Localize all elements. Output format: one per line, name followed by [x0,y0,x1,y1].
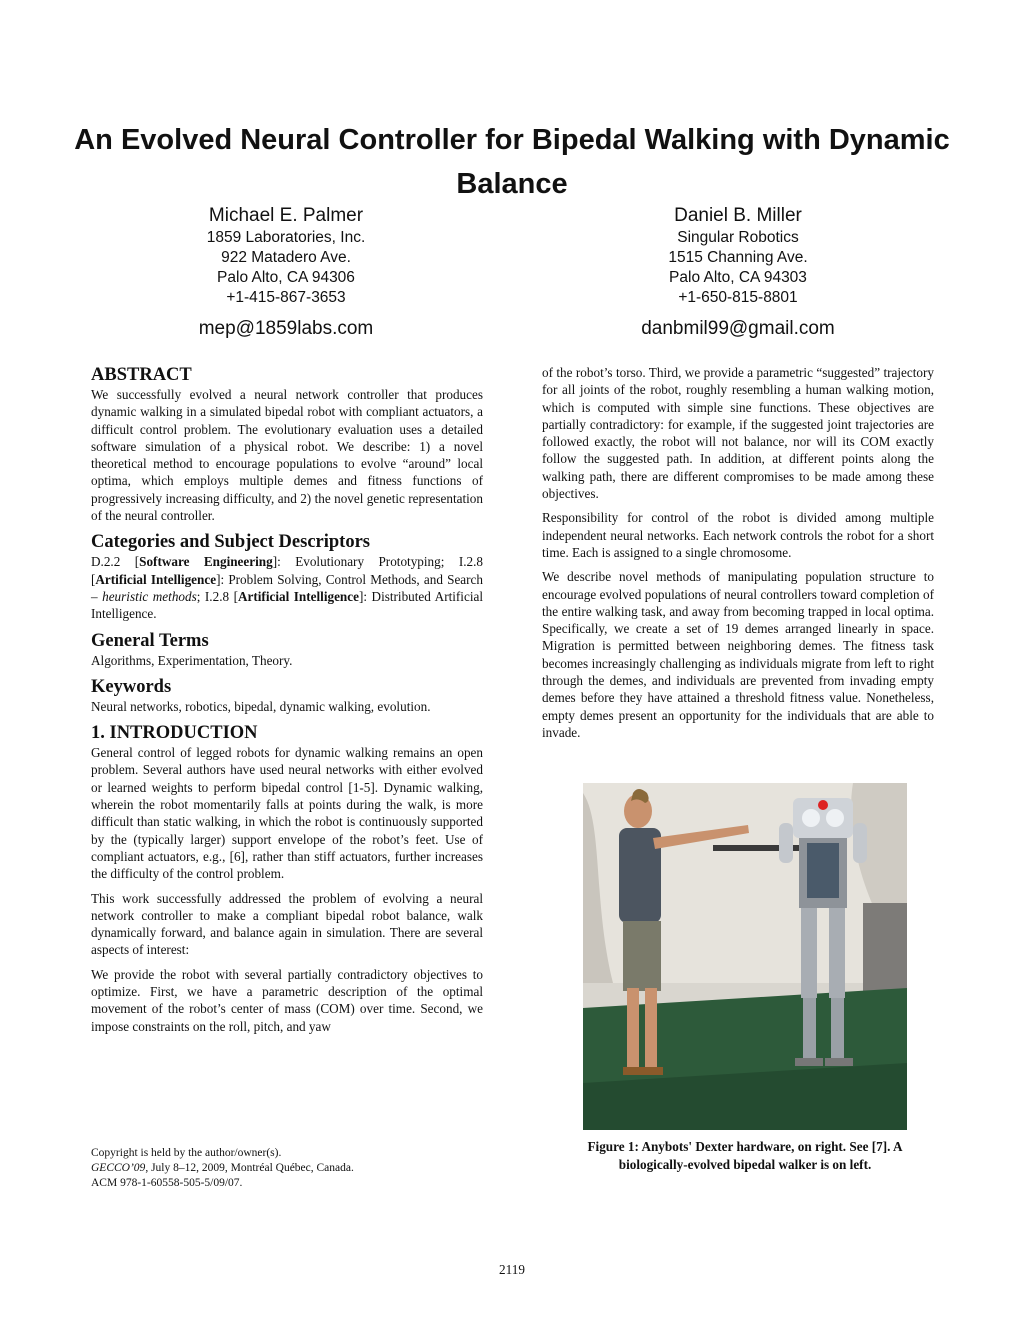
page-number: 2119 [499,1262,525,1277]
author-email: danbmil99@gmail.com [641,318,835,339]
author-street: 922 Matadero Ave. [221,249,351,266]
right-column [542,364,934,748]
author-block-2 [588,204,888,341]
author-name: Michael E. Palmer [208,205,364,226]
introduction-heading: 1. INTRODUCTION [91,723,258,744]
abstract-text: We successfully evolved a neural network controller that produces dynamic walking in a simulated bipedal robot with compliant actuators, a difficult control problem. The evolutionary evaluation uses a detailed software simulation of a physical robot. We describe: 1) a novel theoretical method to encourage populations to evolve “around” local optima, which employs multiple demes and fitness functions of progressively increasing difficulty, and 2) the novel genetic representation of the neural controller. [91,387,483,524]
author-name: Daniel B. Miller [674,205,802,226]
general-terms-heading: General Terms [91,630,209,651]
author-email: mep@1859labs.com [198,318,374,339]
left-column [91,364,483,1042]
body-paragraph: of the robot’s torso. Third, we provide a parametric “suggested” trajectory for all joints of the robot, roughly resembling a human walking motion, which is computed with simple sine functions. These objectives are partially contradictory: for example, if the suggested joint trajectories are followed exactly, the robot will not balance, nor will its COM exactly follow the suggested path. In addition, at different points along the walking path, there are different compromises to be made among these objectives. [542,365,934,502]
intro-paragraph: General control of legged robots for dynamic walking remains an open problem. Several authors have used neural networks with either evolved or learned weights to perform bipedal control [1-5]. Dynamic walking, wherein the robot momentarily falls at points during the walk, is more difficult than static walking, in which the robot is continuously supported by the (typically larger) support envelope of the robot’s feet. Use of compliant actuators, e.g., [6], rather than stiff actuators, further increases the difficulty of the control problem. [91,745,483,882]
general-terms-text: Algorithms, Experimentation, Theory. [91,652,293,668]
figure-caption: Figure 1: Anybots' Dexter hardware, on right. See [7]. A biologically-evolved bipedal walker is on left. [587,1139,903,1172]
keywords-text: Neural networks, robotics, bipedal, dynamic walking, evolution. [91,698,431,714]
figure-photo [583,783,907,1130]
author-city: Palo Alto, CA 94303 [669,269,807,286]
paper-title: An Evolved Neural Controller for Bipedal Walking with Dynamic Balance [74,124,950,200]
author-city: Palo Alto, CA 94306 [217,269,355,286]
abstract-heading: ABSTRACT [91,365,192,385]
intro-paragraph: We provide the robot with several partially contradictory objectives to optimize. First, we have a parametric description of the optimal movement of the robot’s center of mass (COM) over time. Second, we impose constraints on the roll, pitch, and yaw [91,966,483,1034]
intro-paragraph: This work successfully addressed the problem of evolving a neural network controller to make a compliant bipedal robot balance, walk dynamically forward, and balance again in simulation. There are several aspects of interest: [91,890,483,958]
author-phone: +1-415-867-3653 [226,289,346,306]
author-street: 1515 Channing Ave. [668,249,808,266]
author-org: 1859 Laboratories, Inc. [206,229,366,246]
footnote-acm: ACM 978-1-60558-505-5/09/07. [91,1177,243,1189]
categories-heading: Categories and Subject Descriptors [91,532,370,553]
footnote-copyright: Copyright is held by the author/owner(s). [91,1147,282,1159]
body-paragraph: Responsibility for control of the robot is divided among multiple independent neural networks. Each network controls the robot for a short time. Each is assigned to a single chromosome. [542,510,934,560]
keywords-heading: Keywords [91,676,172,697]
body-paragraph: We describe novel methods of manipulating population structure to encourage evolved populations of neural controllers toward completion of the entire walking task, and away from becoming trapped in local optima. Specifically, we create a set of 19 demes arranged linearly in space. Migration is permitted between neighboring demes. The fitness task becomes increasingly challenging as individuals migrate from left to right through the demes, and individuals are prevented from invading empty demes before they have attained a threshold fitness value. Nonetheless, empty demes present an opportunity for the individuals that are able to invade. [542,569,934,740]
author-org: Singular Robotics [677,229,799,246]
robot-photo-illustration [583,783,907,1130]
copyright-footnote [91,1146,483,1191]
author-block-1 [136,204,436,341]
footnote-conference: GECCO’09, July 8–12, 2009, Montréal Québec, Canada. [91,1162,354,1174]
author-phone: +1-650-815-8801 [678,289,798,306]
categories-text: D.2.2 [Software Engineering]: Evolutionary Prototyping; I.2.8 [Artificial Intelligence]: Problem Solving, Control Methods, and Search – heuristic methods; I.2.8 [Artificial Intelligence]: Distributed Artificial Intelligence. [91,554,484,622]
